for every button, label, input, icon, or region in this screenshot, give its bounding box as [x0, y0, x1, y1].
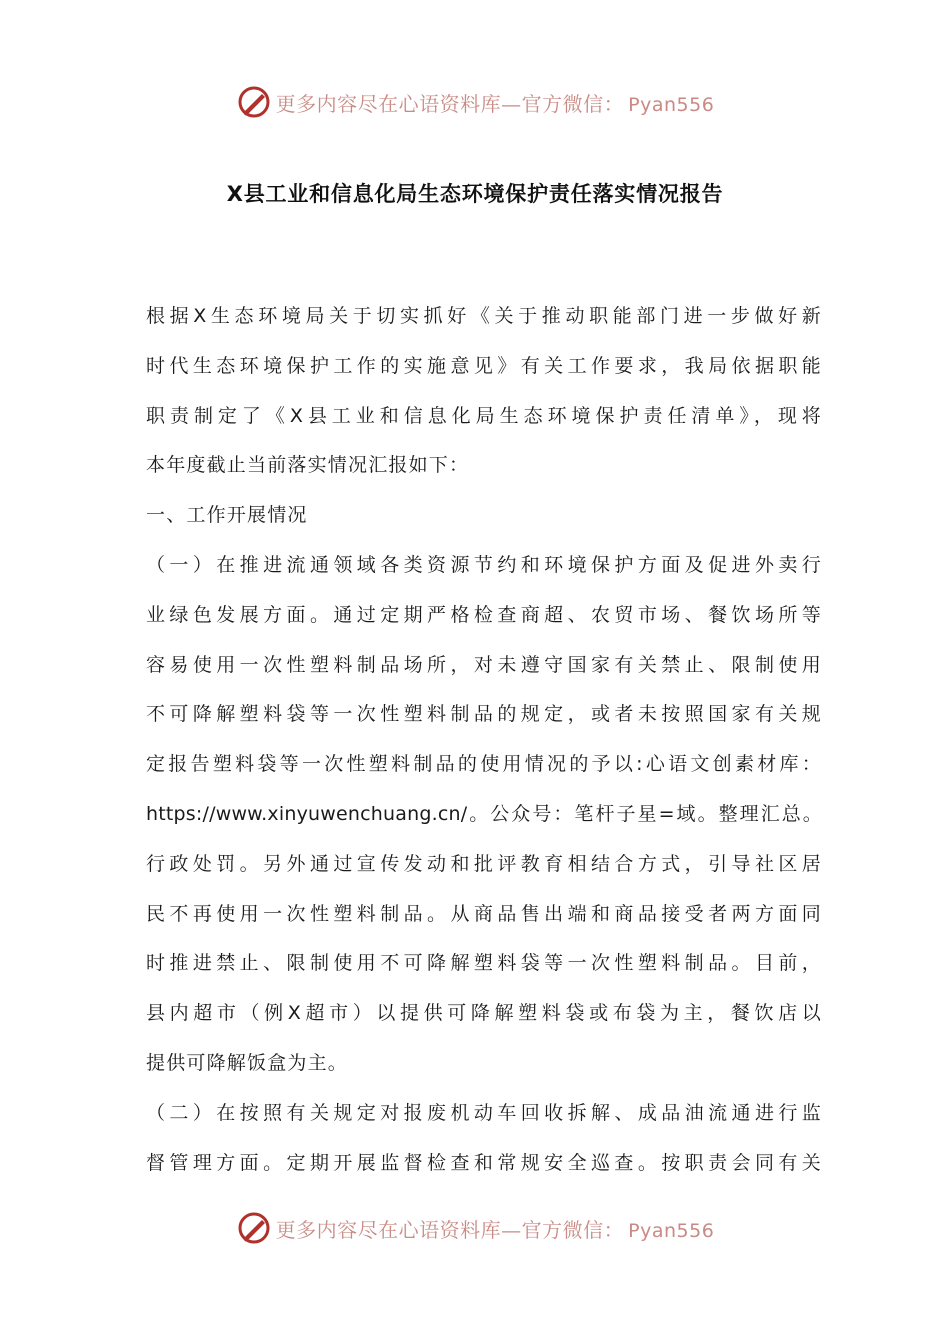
text-line: 督管理方面。定期开展监督检查和常规安全巡查。按职责会同有关 [146, 1151, 822, 1174]
text-line: 不可降解塑料袋等一次性塑料制品的规定，或者未按照国家有关规 [146, 703, 822, 726]
watermark-text [276, 1214, 715, 1243]
text-line-url: https://www.xinyuwenchuang.cn/。公众号：笔杆子星=域。整理汇总。 [146, 802, 822, 825]
text-line: 根据X生态环境局关于切实抓好《关于推动职能部门进一步做好新 [146, 305, 822, 327]
text-line: 定报告塑料袋等一次性塑料制品的使用情况的予以:心语文创素材库： [146, 753, 822, 776]
text-line: 职责制定了《X县工业和信息化局生态环境保护责任清单》，现将 [146, 404, 822, 427]
document-body [146, 292, 822, 1188]
section-heading: 一、工作开展情况 [146, 504, 308, 527]
watermark-label: 更多内容尽在心语资料库—官方微信： [275, 91, 625, 116]
text-line: 县内超市（例X超市）以提供可降解塑料袋或布袋为主，餐饮店以 [146, 1002, 822, 1025]
text-line: 提供可降解饭盒为主。 [146, 1051, 349, 1074]
text-line: 容易使用一次性塑料制品场所，对未遵守国家有关禁止、限制使用 [146, 653, 822, 676]
text-line: 本年度截止当前落实情况汇报如下： [146, 454, 470, 477]
text-line: 时推进禁止、限制使用不可降解塑料袋等一次性塑料制品。目前， [146, 952, 822, 975]
text-line: 业绿色发展方面。通过定期严格检查商超、农贸市场、餐饮场所等 [146, 603, 822, 626]
pen-logo-icon [236, 1210, 272, 1246]
header-watermark-banner [0, 82, 950, 122]
text-line: 行政处罚。另外通过宣传发动和批评教育相结合方式，引导社区居 [146, 852, 822, 875]
pen-logo-icon [236, 84, 272, 120]
text-line: （一）在推进流通领域各类资源节约和环境保护方面及促进外卖行 [146, 553, 822, 576]
document-title: X县工业和信息化局生态环境保护责任落实情况报告 [226, 182, 724, 206]
text-line: 时代生态环境保护工作的实施意见》有关工作要求，我局依据职能 [146, 354, 822, 377]
text-line: （二）在按照有关规定对报废机动车回收拆解、成品油流通进行监 [146, 1101, 822, 1124]
wechat-id: Pyan556 [628, 93, 715, 116]
watermark-text [276, 88, 715, 117]
text-line: 民不再使用一次性塑料制品。从商品售出端和商品接受者两方面同 [146, 902, 822, 925]
watermark-label: 更多内容尽在心语资料库—官方微信： [275, 1217, 625, 1242]
footer-watermark-banner [0, 1208, 950, 1248]
wechat-id: Pyan556 [628, 1219, 715, 1242]
